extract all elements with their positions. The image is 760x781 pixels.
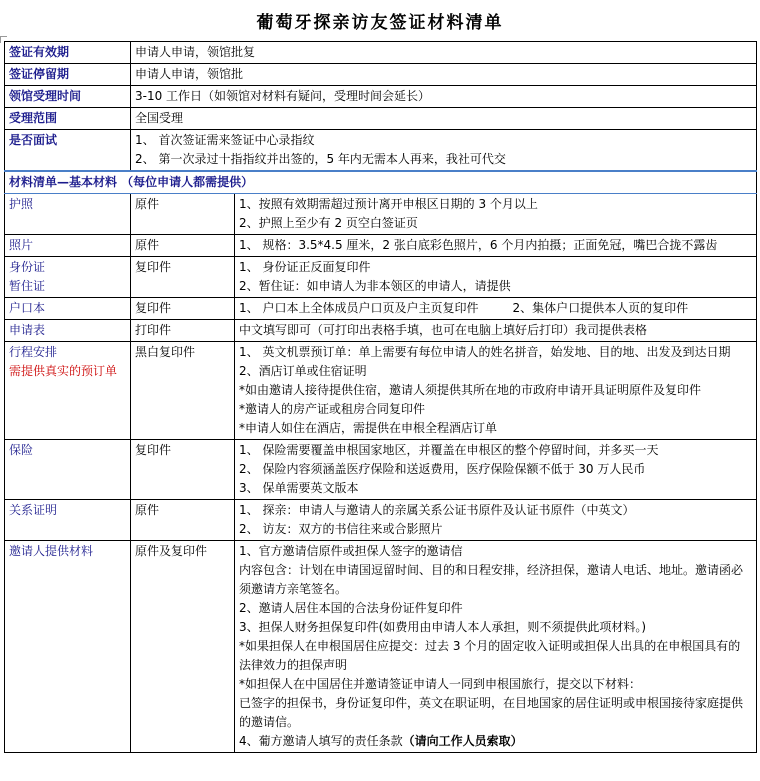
table-row — [5, 342, 757, 440]
info-label: 是否面试 — [5, 130, 131, 172]
detail-line: *如由邀请人接待提供住宿，邀请人须提供其所在地的市政府申请开具证明原件及复印件 — [239, 383, 702, 397]
detail-line: *如果担保人在申根国居住应提交：过去 3 个月的固定收入证明或担保人出具的在申根国具有的法律效力的担保声明 — [239, 639, 741, 672]
material-details — [235, 342, 757, 440]
detail-line: 2、暂住证：如申请人为非本领区的申请人，请提供 — [239, 279, 511, 293]
detail-line: 内容包含：计划在申请国逗留时间、目的和日程安排，经济担保，邀请人电话、地址。邀请函必须邀请方亲笔签名。 — [239, 563, 744, 596]
section-header: 材料清单—基本材料 （每位申请人都需提供） — [5, 171, 757, 194]
table-row — [5, 320, 757, 342]
detail-line — [239, 732, 752, 751]
material-type: 复印件 — [131, 257, 235, 298]
table-row — [5, 130, 757, 172]
material-type: 复印件 — [131, 298, 235, 320]
detail-line: 2、 保险内容须涵盖医疗保险和送返费用，医疗保险保额不低于 30 万人民币 — [239, 462, 646, 476]
detail-line: 1、 保险需要覆盖申根国家地区，并覆盖在申根区的整个停留时间，并多买一天 — [239, 443, 659, 457]
table-row — [5, 194, 757, 235]
material-name: 护照 — [5, 194, 131, 235]
material-type: 打印件 — [131, 320, 235, 342]
detail-line: 2、 访友：双方的书信往来或合影照片 — [239, 522, 443, 536]
material-type: 原件 — [131, 235, 235, 257]
detail-line: 3、担保人财务担保复印件(如费用由申请人本人承担，则不须提供此项材料。) — [239, 620, 647, 634]
detail-line: 2、护照上至少有 2 页空白签证页 — [239, 216, 418, 230]
table-row — [5, 235, 757, 257]
material-name: 保险 — [5, 440, 131, 500]
detail-line: 1、 探亲：申请人与邀请人的亲属关系公证书原件及认证书原件（中英文） — [239, 503, 635, 517]
detail-line: 1、 身份证正反面复印件 — [239, 260, 371, 274]
detail-line: 已签字的担保书，身份证复印件，英文在职证明，在目地国家的居住证明或申根国接待家庭提供的邀请信。 — [239, 696, 744, 729]
table-row — [5, 541, 757, 753]
table-row — [5, 108, 757, 130]
material-type: 复印件 — [131, 440, 235, 500]
info-line: 1、 首次签证需来签证中心录指纹 — [135, 133, 315, 147]
material-name-line: 暂住证 — [9, 279, 46, 293]
material-details — [235, 235, 757, 257]
detail-line: *如担保人在中国居住并邀请签证申请人一同到申根国旅行，提交以下材料： — [239, 677, 642, 691]
detail-line: *申请人如住在酒店，需提供在申根全程酒店订单 — [239, 421, 498, 435]
info-value: 申请人申请，领馆批复 — [131, 42, 757, 64]
table-row — [5, 42, 757, 64]
material-name: 邀请人提供材料 — [5, 541, 131, 753]
table-row — [5, 257, 757, 298]
material-details — [235, 320, 757, 342]
info-line: 2、 第一次录过十指指纹并出签的，5 年内无需本人再来，我社可代交 — [135, 152, 506, 166]
info-value — [131, 130, 757, 172]
table-row — [5, 500, 757, 541]
material-details — [235, 440, 757, 500]
material-name: 关系证明 — [5, 500, 131, 541]
table-row — [5, 298, 757, 320]
material-note: 需提供真实的预订单 — [9, 364, 118, 378]
material-name-line: 行程安排 — [9, 345, 58, 359]
table-row — [5, 64, 757, 86]
materials-table — [4, 41, 757, 753]
detail-line: 1、 英文机票预订单：单上需要有每位申请人的姓名拼音，始发地、目的地、出发及到达日期 — [239, 345, 731, 359]
material-name — [5, 342, 131, 440]
detail-line — [239, 299, 752, 318]
detail-emphasis: （请向工作人员索取） — [402, 734, 523, 748]
info-value: 申请人申请，领馆批 — [131, 64, 757, 86]
material-details — [235, 541, 757, 753]
info-value: 全国受理 — [131, 108, 757, 130]
material-details — [235, 257, 757, 298]
material-type: 黑白复印件 — [131, 342, 235, 440]
detail-part: 4、葡方邀请人填写的责任条款 — [239, 734, 403, 748]
material-type: 原件及复印件 — [131, 541, 235, 753]
page-title: 葡萄牙探亲访友签证材料清单 — [256, 13, 504, 33]
material-name-line: 身份证 — [9, 260, 46, 274]
detail-line: 3、 保单需要英文版本 — [239, 481, 359, 495]
material-type: 原件 — [131, 500, 235, 541]
detail-line: 1、 规格：3.5*4.5 厘米，2 张白底彩色照片，6 个月内拍摄；正面免冠，嘴巴合拢不露齿 — [239, 238, 718, 252]
detail-part: 1、 户口本上全体成员户口页及户主页复印件 — [239, 301, 479, 315]
material-name — [5, 257, 131, 298]
info-value: 3-10 工作日（如领馆对材料有疑问，受理时间会延长） — [131, 86, 757, 108]
detail-part: 2、集体户口提供本人页的复印件 — [512, 301, 689, 315]
detail-line: 2、酒店订单或住宿证明 — [239, 364, 367, 378]
detail-line: 中文填写即可（可打印出表格手填，也可在电脑上填好后打印）我司提供表格 — [239, 323, 648, 337]
material-name: 户口本 — [5, 298, 131, 320]
material-name: 照片 — [5, 235, 131, 257]
info-label: 签证停留期 — [5, 64, 131, 86]
detail-line: 1、按照有效期需超过预计离开申根区日期的 3 个月以上 — [239, 197, 538, 211]
detail-line: *邀请人的房产证或租房合同复印件 — [239, 402, 426, 416]
info-label: 签证有效期 — [5, 42, 131, 64]
section-header-row — [5, 171, 757, 194]
detail-line: 1、官方邀请信原件或担保人签字的邀请信 — [239, 544, 463, 558]
detail-line: 2、邀请人居住本国的合法身份证件复印件 — [239, 601, 463, 615]
material-name: 申请表 — [5, 320, 131, 342]
material-details — [235, 194, 757, 235]
info-label: 领馆受理时间 — [5, 86, 131, 108]
material-type: 原件 — [131, 194, 235, 235]
info-label: 受理范围 — [5, 108, 131, 130]
table-row — [5, 440, 757, 500]
material-details — [235, 298, 757, 320]
table-row — [5, 86, 757, 108]
material-details — [235, 500, 757, 541]
